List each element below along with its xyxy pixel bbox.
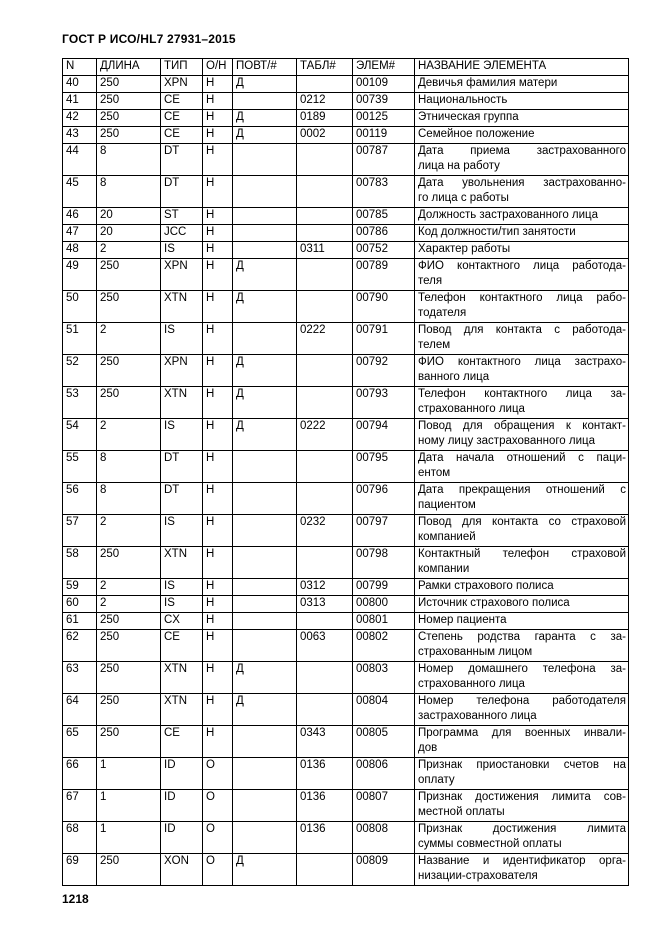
cell-n: 43: [63, 127, 97, 144]
cell-n: 68: [63, 822, 97, 854]
cell-name: Телефон контактного лица рабо- тодателя: [415, 291, 629, 323]
cell-type: DT: [161, 176, 203, 208]
cell-name: Признак достижения лимита сов- местной оплаты: [415, 790, 629, 822]
cell-name: Этническая группа: [415, 110, 629, 127]
cell-optional: Н: [203, 630, 233, 662]
cell-tablenum: [297, 451, 353, 483]
cell-type: ID: [161, 790, 203, 822]
table-row: [63, 515, 629, 547]
cell-repeat: Д: [233, 291, 297, 323]
cell-length: 250: [97, 547, 161, 579]
cell-optional: Н: [203, 726, 233, 758]
table-row: [63, 387, 629, 419]
cell-elemnum: 00789: [353, 259, 415, 291]
cell-elemnum: 00783: [353, 176, 415, 208]
cell-repeat: [233, 515, 297, 547]
cell-length: 1: [97, 790, 161, 822]
cell-repeat: [233, 596, 297, 613]
cell-optional: Н: [203, 579, 233, 596]
cell-elemnum: 00795: [353, 451, 415, 483]
cell-tablenum: [297, 355, 353, 387]
cell-elemnum: 00739: [353, 93, 415, 110]
cell-length: 1: [97, 822, 161, 854]
table-row: [63, 176, 629, 208]
cell-repeat: [233, 613, 297, 630]
table-row: [63, 291, 629, 323]
document-title: ГОСТ Р ИСО/HL7 27931–2015: [62, 32, 236, 46]
cell-n: 59: [63, 579, 97, 596]
cell-optional: О: [203, 854, 233, 886]
cell-n: 55: [63, 451, 97, 483]
cell-elemnum: 00803: [353, 662, 415, 694]
cell-n: 49: [63, 259, 97, 291]
cell-elemnum: 00119: [353, 127, 415, 144]
cell-elemnum: 00807: [353, 790, 415, 822]
cell-type: XON: [161, 854, 203, 886]
table-row: [63, 419, 629, 451]
cell-optional: Н: [203, 291, 233, 323]
col-header-name: НАЗВАНИЕ ЭЛЕМЕНТА: [415, 59, 629, 76]
cell-name: Дата увольнения застрахованно- го лица с работы: [415, 176, 629, 208]
cell-name: Семейное положение: [415, 127, 629, 144]
cell-elemnum: 00752: [353, 242, 415, 259]
table-row: [63, 613, 629, 630]
cell-repeat: [233, 451, 297, 483]
table-row: [63, 579, 629, 596]
col-header-tablenum: ТАБЛ#: [297, 59, 353, 76]
cell-repeat: [233, 630, 297, 662]
cell-name: Повод для обращения к контакт- ному лицу застрахованного лица: [415, 419, 629, 451]
cell-optional: Н: [203, 144, 233, 176]
cell-elemnum: 00787: [353, 144, 415, 176]
cell-repeat: [233, 208, 297, 225]
table-row: [63, 76, 629, 93]
cell-length: 2: [97, 515, 161, 547]
cell-type: XPN: [161, 355, 203, 387]
cell-optional: Н: [203, 242, 233, 259]
table-row: [63, 242, 629, 259]
table-row: [63, 483, 629, 515]
cell-type: ID: [161, 822, 203, 854]
cell-optional: О: [203, 790, 233, 822]
cell-n: 56: [63, 483, 97, 515]
cell-name: ФИО контактного лица работода- теля: [415, 259, 629, 291]
cell-tablenum: [297, 694, 353, 726]
cell-name: Номер телефона работодателя застрахованного лица: [415, 694, 629, 726]
col-header-repeat: ПОВТ/#: [233, 59, 297, 76]
cell-elemnum: 00801: [353, 613, 415, 630]
cell-optional: Н: [203, 355, 233, 387]
cell-tablenum: [297, 225, 353, 242]
cell-name: Дата прекращения отношений с пациентом: [415, 483, 629, 515]
cell-optional: Н: [203, 208, 233, 225]
cell-optional: Н: [203, 547, 233, 579]
page-number: 1218: [62, 892, 89, 906]
cell-optional: Н: [203, 76, 233, 93]
cell-elemnum: 00785: [353, 208, 415, 225]
cell-tablenum: [297, 76, 353, 93]
cell-name: Должность застрахованного лица: [415, 208, 629, 225]
cell-length: 250: [97, 259, 161, 291]
cell-name: Название и идентификатор орга- низации-страхователя: [415, 854, 629, 886]
cell-type: XPN: [161, 259, 203, 291]
cell-length: 250: [97, 694, 161, 726]
cell-repeat: [233, 144, 297, 176]
cell-optional: Н: [203, 110, 233, 127]
cell-length: 2: [97, 419, 161, 451]
cell-name: Номер домашнего телефона за- страхованного лица: [415, 662, 629, 694]
cell-name: Дата начала отношений с паци- ентом: [415, 451, 629, 483]
cell-optional: Н: [203, 127, 233, 144]
cell-n: 61: [63, 613, 97, 630]
cell-elemnum: 00799: [353, 579, 415, 596]
cell-repeat: [233, 483, 297, 515]
cell-tablenum: [297, 176, 353, 208]
cell-n: 64: [63, 694, 97, 726]
cell-elemnum: 00794: [353, 419, 415, 451]
cell-repeat: [233, 822, 297, 854]
cell-elemnum: 00792: [353, 355, 415, 387]
cell-length: 250: [97, 662, 161, 694]
cell-optional: О: [203, 758, 233, 790]
cell-n: 47: [63, 225, 97, 242]
col-header-optional: О/Н: [203, 59, 233, 76]
cell-optional: Н: [203, 225, 233, 242]
cell-n: 60: [63, 596, 97, 613]
cell-name: Признак приостановки счетов на оплату: [415, 758, 629, 790]
cell-optional: Н: [203, 176, 233, 208]
cell-n: 65: [63, 726, 97, 758]
cell-tablenum: [297, 387, 353, 419]
cell-name: Степень родства гаранта с за- страхованным лицом: [415, 630, 629, 662]
cell-tablenum: 0136: [297, 758, 353, 790]
cell-type: ID: [161, 758, 203, 790]
cell-length: 8: [97, 483, 161, 515]
cell-n: 54: [63, 419, 97, 451]
cell-type: XTN: [161, 547, 203, 579]
cell-tablenum: 0222: [297, 323, 353, 355]
col-header-type: ТИП: [161, 59, 203, 76]
cell-repeat: Д: [233, 419, 297, 451]
cell-repeat: [233, 579, 297, 596]
cell-n: 42: [63, 110, 97, 127]
cell-tablenum: [297, 854, 353, 886]
cell-n: 52: [63, 355, 97, 387]
cell-name: Номер пациента: [415, 613, 629, 630]
cell-repeat: [233, 758, 297, 790]
table-row: [63, 790, 629, 822]
cell-tablenum: 0311: [297, 242, 353, 259]
table-row: [63, 630, 629, 662]
table-row: [63, 355, 629, 387]
cell-optional: Н: [203, 451, 233, 483]
cell-length: 8: [97, 176, 161, 208]
cell-name: Повод для контакта со страховой компанией: [415, 515, 629, 547]
cell-repeat: [233, 790, 297, 822]
cell-elemnum: 00791: [353, 323, 415, 355]
cell-type: XTN: [161, 387, 203, 419]
cell-n: 50: [63, 291, 97, 323]
cell-tablenum: 0343: [297, 726, 353, 758]
cell-length: 250: [97, 110, 161, 127]
table-row: [63, 259, 629, 291]
cell-length: 250: [97, 93, 161, 110]
cell-repeat: [233, 93, 297, 110]
cell-length: 8: [97, 144, 161, 176]
cell-elemnum: 00805: [353, 726, 415, 758]
cell-name: Контактный телефон страховой компании: [415, 547, 629, 579]
table-row: [63, 127, 629, 144]
cell-repeat: [233, 547, 297, 579]
cell-type: IS: [161, 515, 203, 547]
cell-name: Телефон контактного лица за- страхованного лица: [415, 387, 629, 419]
cell-tablenum: 0222: [297, 419, 353, 451]
cell-type: IS: [161, 242, 203, 259]
cell-n: 46: [63, 208, 97, 225]
table-row: [63, 93, 629, 110]
cell-repeat: Д: [233, 662, 297, 694]
cell-length: 1: [97, 758, 161, 790]
cell-length: 8: [97, 451, 161, 483]
cell-elemnum: 00796: [353, 483, 415, 515]
cell-length: 250: [97, 613, 161, 630]
cell-name: Рамки страхового полиса: [415, 579, 629, 596]
table-row: [63, 726, 629, 758]
cell-name: ФИО контактного лица застрахо- ванного лица: [415, 355, 629, 387]
cell-repeat: [233, 323, 297, 355]
cell-type: DT: [161, 483, 203, 515]
cell-repeat: Д: [233, 127, 297, 144]
table-row: [63, 451, 629, 483]
cell-n: 48: [63, 242, 97, 259]
cell-optional: О: [203, 822, 233, 854]
cell-n: 40: [63, 76, 97, 93]
cell-tablenum: [297, 613, 353, 630]
cell-type: CE: [161, 110, 203, 127]
cell-tablenum: [297, 291, 353, 323]
table-body: [63, 76, 629, 886]
cell-name: Признак достижения лимита суммы совместной оплаты: [415, 822, 629, 854]
cell-n: 69: [63, 854, 97, 886]
cell-optional: Н: [203, 259, 233, 291]
table-row: [63, 225, 629, 242]
cell-name: Дата приема застрахованного лица на работу: [415, 144, 629, 176]
cell-n: 51: [63, 323, 97, 355]
cell-repeat: Д: [233, 259, 297, 291]
col-header-n: N: [63, 59, 97, 76]
cell-elemnum: 00809: [353, 854, 415, 886]
table-row: [63, 758, 629, 790]
cell-repeat: [233, 225, 297, 242]
cell-optional: Н: [203, 515, 233, 547]
cell-repeat: [233, 726, 297, 758]
cell-type: CE: [161, 726, 203, 758]
cell-type: IS: [161, 419, 203, 451]
element-spec-table: [62, 58, 629, 886]
table-row: [63, 110, 629, 127]
cell-tablenum: 0232: [297, 515, 353, 547]
cell-elemnum: 00800: [353, 596, 415, 613]
table-row: [63, 323, 629, 355]
cell-name: Программа для военных инвали- дов: [415, 726, 629, 758]
cell-name: Повод для контакта с работода- телем: [415, 323, 629, 355]
cell-n: 58: [63, 547, 97, 579]
table-row: [63, 822, 629, 854]
cell-n: 44: [63, 144, 97, 176]
cell-n: 67: [63, 790, 97, 822]
cell-tablenum: 0136: [297, 790, 353, 822]
col-header-length: ДЛИНА: [97, 59, 161, 76]
table-row: [63, 208, 629, 225]
cell-type: ST: [161, 208, 203, 225]
cell-elemnum: 00786: [353, 225, 415, 242]
cell-optional: Н: [203, 613, 233, 630]
cell-repeat: Д: [233, 387, 297, 419]
cell-repeat: [233, 176, 297, 208]
cell-tablenum: [297, 547, 353, 579]
cell-elemnum: 00808: [353, 822, 415, 854]
cell-repeat: Д: [233, 694, 297, 726]
cell-length: 250: [97, 387, 161, 419]
cell-type: DT: [161, 451, 203, 483]
cell-type: XPN: [161, 76, 203, 93]
cell-tablenum: 0002: [297, 127, 353, 144]
cell-length: 2: [97, 579, 161, 596]
cell-n: 45: [63, 176, 97, 208]
cell-optional: Н: [203, 662, 233, 694]
cell-name: Девичья фамилия матери: [415, 76, 629, 93]
cell-tablenum: [297, 259, 353, 291]
cell-elemnum: 00798: [353, 547, 415, 579]
cell-tablenum: 0063: [297, 630, 353, 662]
cell-type: IS: [161, 579, 203, 596]
cell-n: 53: [63, 387, 97, 419]
cell-length: 250: [97, 76, 161, 93]
table-row: [63, 694, 629, 726]
cell-elemnum: 00806: [353, 758, 415, 790]
cell-elemnum: 00793: [353, 387, 415, 419]
cell-length: 2: [97, 323, 161, 355]
cell-length: 250: [97, 726, 161, 758]
cell-type: XTN: [161, 662, 203, 694]
cell-repeat: Д: [233, 76, 297, 93]
cell-name: Национальность: [415, 93, 629, 110]
cell-n: 66: [63, 758, 97, 790]
col-header-elemnum: ЭЛЕМ#: [353, 59, 415, 76]
cell-elemnum: 00109: [353, 76, 415, 93]
cell-type: DT: [161, 144, 203, 176]
table-header-row: [63, 59, 629, 76]
cell-length: 250: [97, 854, 161, 886]
cell-optional: Н: [203, 694, 233, 726]
cell-optional: Н: [203, 93, 233, 110]
cell-type: XTN: [161, 291, 203, 323]
cell-elemnum: 00804: [353, 694, 415, 726]
cell-tablenum: [297, 662, 353, 694]
cell-name: Источник страхового полиса: [415, 596, 629, 613]
table-row: [63, 547, 629, 579]
table-row: [63, 662, 629, 694]
table-row: [63, 144, 629, 176]
cell-type: CE: [161, 127, 203, 144]
cell-elemnum: 00797: [353, 515, 415, 547]
cell-length: 20: [97, 225, 161, 242]
cell-elemnum: 00802: [353, 630, 415, 662]
table-row: [63, 854, 629, 886]
cell-name: Характер работы: [415, 242, 629, 259]
cell-type: IS: [161, 596, 203, 613]
cell-type: CX: [161, 613, 203, 630]
cell-type: CE: [161, 630, 203, 662]
cell-optional: Н: [203, 596, 233, 613]
cell-repeat: Д: [233, 355, 297, 387]
cell-type: IS: [161, 323, 203, 355]
cell-elemnum: 00125: [353, 110, 415, 127]
cell-length: 250: [97, 355, 161, 387]
cell-tablenum: 0313: [297, 596, 353, 613]
cell-optional: Н: [203, 419, 233, 451]
cell-length: 250: [97, 127, 161, 144]
cell-tablenum: 0189: [297, 110, 353, 127]
cell-type: CE: [161, 93, 203, 110]
cell-repeat: Д: [233, 110, 297, 127]
cell-n: 62: [63, 630, 97, 662]
table-row: [63, 596, 629, 613]
cell-tablenum: [297, 144, 353, 176]
cell-n: 57: [63, 515, 97, 547]
cell-name: Код должности/тип занятости: [415, 225, 629, 242]
cell-n: 63: [63, 662, 97, 694]
cell-n: 41: [63, 93, 97, 110]
cell-elemnum: 00790: [353, 291, 415, 323]
cell-tablenum: [297, 483, 353, 515]
cell-length: 250: [97, 630, 161, 662]
cell-length: 2: [97, 242, 161, 259]
cell-optional: Н: [203, 387, 233, 419]
cell-tablenum: 0212: [297, 93, 353, 110]
cell-type: XTN: [161, 694, 203, 726]
cell-tablenum: [297, 208, 353, 225]
cell-length: 2: [97, 596, 161, 613]
cell-tablenum: 0312: [297, 579, 353, 596]
cell-tablenum: 0136: [297, 822, 353, 854]
cell-repeat: Д: [233, 854, 297, 886]
cell-length: 250: [97, 291, 161, 323]
cell-type: JCC: [161, 225, 203, 242]
cell-repeat: [233, 242, 297, 259]
cell-optional: Н: [203, 483, 233, 515]
cell-length: 20: [97, 208, 161, 225]
cell-optional: Н: [203, 323, 233, 355]
